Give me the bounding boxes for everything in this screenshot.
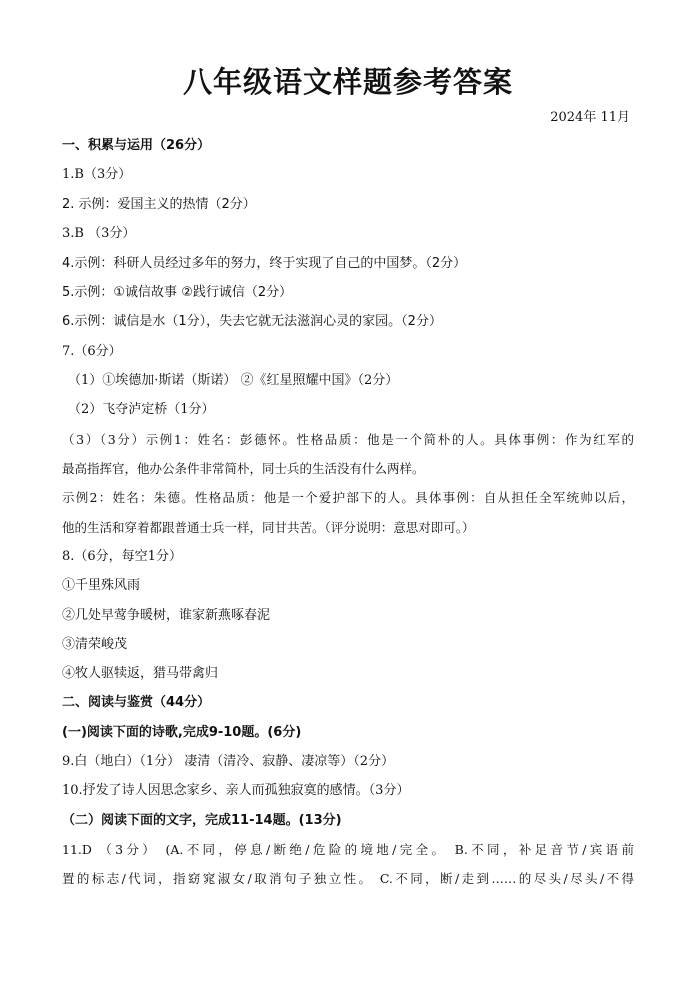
answer-line: 9.白（地白）（1分） 凄清（清冷、寂静、凄凉等）（2分） <box>62 754 395 769</box>
answer-line: ②几处早莺争暖树，谁家新燕啄春泥 <box>62 608 271 623</box>
answer-line: 置的标志/代词，指窈窕淑女/取消句子独立性。 C.不同，断/走到……的尽头/尽头/不得 <box>62 871 634 886</box>
answer-line: ③清荣峻茂 <box>62 637 128 652</box>
answer-line: ④牧人驱犊返，猎马带禽归 <box>62 666 219 681</box>
answer-line: 7.（6分） <box>62 344 122 359</box>
answer-line: 2. 示例：爱国主义的热情（2分） <box>62 197 256 212</box>
answer-line: 他的生活和穿着都跟普通士兵一样，同甘共苦。（评分说明：意思对即可。） <box>62 520 475 535</box>
subsection-heading: (一)阅读下面的诗歌,完成9-10题。(6分) <box>62 725 302 740</box>
answer-line: 10.抒发了诗人因思念家乡、亲人而孤独寂寞的感情。（3分） <box>62 783 410 798</box>
document-title: 八年级语文样题参考答案 <box>182 65 513 99</box>
section-heading-2: 二、阅读与鉴赏（44分） <box>62 695 211 710</box>
answer-line: 最高指挥官，他办公条件非常简朴，同士兵的生活没有什么两样。 <box>62 461 425 476</box>
subsection-heading: （二）阅读下面的文字，完成11-14题。(13分) <box>62 813 342 828</box>
answer-line: （3）（3分）示例1：姓名：彭德怀。性格品质：他是一个简朴的人。具体事例：作为红军的 <box>62 432 634 447</box>
answer-line: 示例2：姓名：朱德。性格品质：他是一个爱护部下的人。具体事例：自从担任全军统帅以后， <box>62 490 634 505</box>
answer-line: 5.示例：①诚信故事 ②践行诚信（2分） <box>62 285 293 300</box>
answer-line: 4.示例：科研人员经过多年的努力，终于实现了自己的中国梦。（2分） <box>62 256 467 271</box>
answer-line: ①千里殊风雨 <box>62 578 141 593</box>
document-date: 2024年 11月 <box>550 110 630 125</box>
answer-line: 3.B （3分） <box>62 226 136 241</box>
answer-line: 6.示例：诚信是水（1分），失去它就无法滋润心灵的家园。（2分） <box>62 314 442 329</box>
answer-line: （2）飞夺泸定桥（1分） <box>68 402 215 417</box>
section-heading-1: 一、积累与运用（26分） <box>62 138 211 153</box>
answer-line: （1）①埃德加·斯诺（斯诺） ②《红星照耀中国》（2分） <box>68 373 399 388</box>
answer-line: 1.B（3分） <box>62 167 132 182</box>
answer-line: 11.D （3分） (A.不同，停息/断绝/危险的境地/完全。 B.不同，补足音节/宾语前 <box>62 842 634 857</box>
answer-line: 8.（6分，每空1分） <box>62 549 182 564</box>
